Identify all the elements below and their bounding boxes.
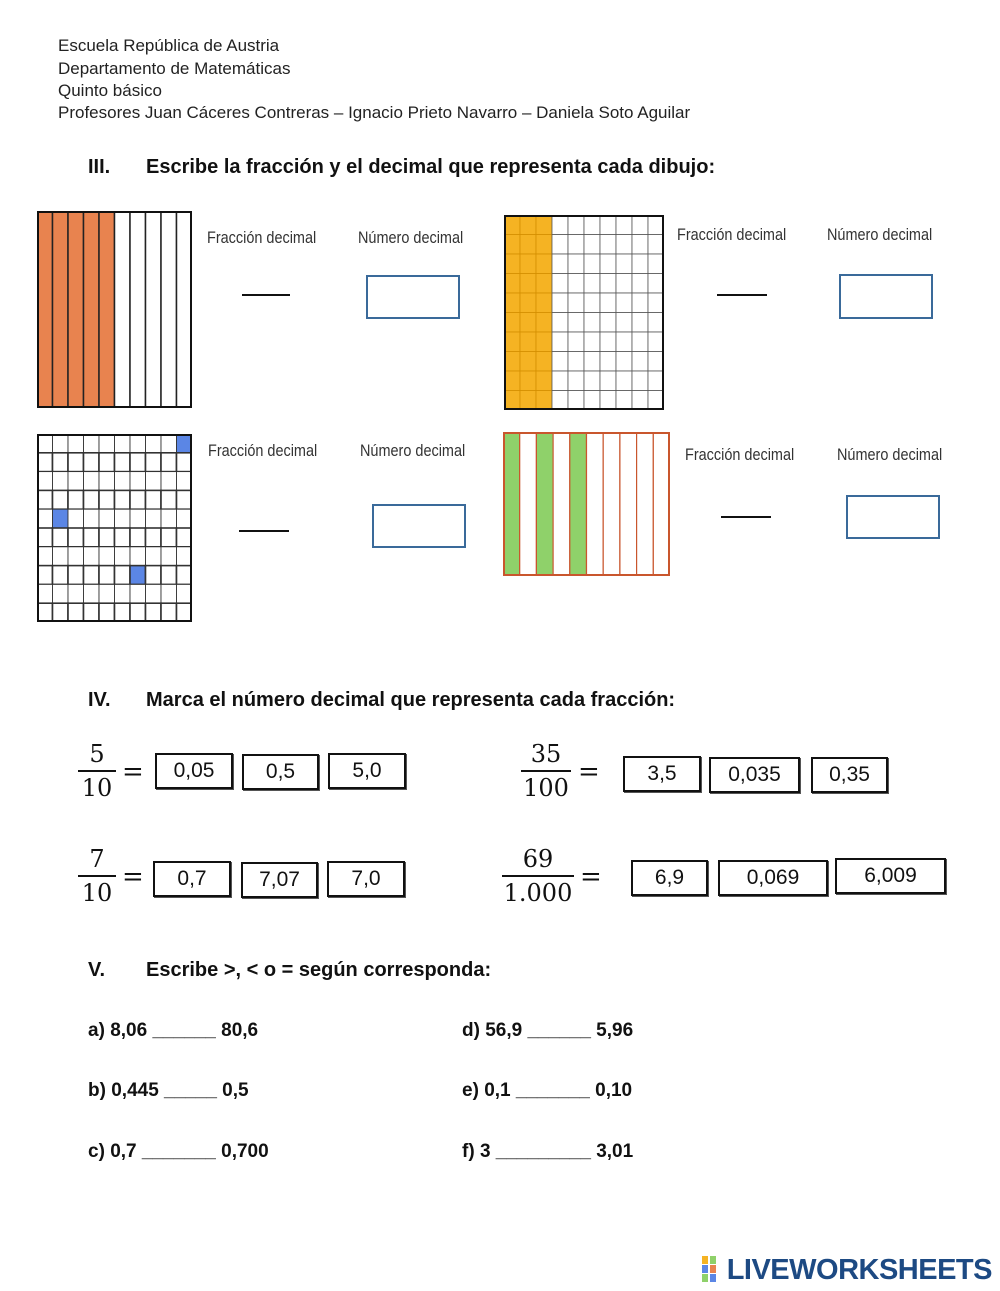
grid-cell (84, 490, 100, 509)
grid-cell (600, 274, 616, 294)
grid-cell (37, 528, 53, 547)
comparison-a: a) 8,06 ______ 80,6 (88, 1020, 259, 1041)
grid-cell (648, 293, 664, 313)
numerator: 5 (89, 740, 105, 768)
fraction-69-1000 (502, 846, 574, 906)
grid-cell (53, 434, 69, 453)
equals-sign: = (578, 757, 600, 787)
shaded-cell (504, 235, 520, 255)
grid-cell (584, 313, 600, 333)
shaded-cell (520, 293, 536, 313)
denominator: 10 (81, 774, 113, 802)
grid-cell (146, 490, 162, 509)
section-4-number: IV. (88, 689, 111, 711)
grid-cell (616, 215, 632, 235)
grid-cell (600, 391, 616, 411)
grid-cell (115, 528, 131, 547)
shaded-cell (53, 509, 69, 528)
grid-cell (37, 490, 53, 509)
option-button[interactable]: 3,5 (623, 756, 701, 792)
grid-cell (568, 371, 584, 391)
shaded-cell (536, 274, 552, 294)
comparison-blank[interactable]: ______ (527, 1020, 591, 1041)
shaded-column (84, 211, 100, 408)
grid-cell (632, 293, 648, 313)
grid-cell (552, 274, 568, 294)
option-button[interactable]: 0,5 (242, 754, 319, 790)
empty-column (653, 432, 670, 576)
grid-cell (99, 509, 115, 528)
grid-cell (68, 566, 84, 585)
grid-cell (161, 472, 177, 491)
option-button[interactable]: 6,009 (835, 858, 946, 894)
grid-cell (552, 235, 568, 255)
grid-cell (632, 254, 648, 274)
grid-cell (84, 509, 100, 528)
grid-cell (68, 490, 84, 509)
shaded-column (503, 432, 520, 576)
grid-cell (68, 472, 84, 491)
shaded-cell (504, 274, 520, 294)
shaded-cell (536, 215, 552, 235)
shaded-cell (520, 274, 536, 294)
denominator: 1.000 (503, 879, 573, 907)
shaded-cell (520, 391, 536, 411)
grid-cell (99, 528, 115, 547)
grid-cell (161, 584, 177, 603)
grid-cell (115, 509, 131, 528)
grid-cell (616, 332, 632, 352)
empty-column (587, 432, 604, 576)
shaded-cell (504, 352, 520, 372)
grid-cell (648, 332, 664, 352)
decimal-answer-box-1[interactable] (366, 275, 460, 319)
grid-cell (648, 371, 664, 391)
empty-column (603, 432, 620, 576)
shaded-cell (520, 254, 536, 274)
grid-cell (37, 603, 53, 622)
grid-cell (600, 235, 616, 255)
grid-cell (616, 235, 632, 255)
fraction-answer-line-4[interactable] (721, 516, 771, 518)
grid-cell (84, 566, 100, 585)
grid-cell (177, 472, 193, 491)
decimal-label-4: Número decimal (837, 445, 943, 464)
grid-cell (146, 453, 162, 472)
option-button[interactable]: 0,35 (811, 757, 888, 793)
empty-column (161, 211, 177, 408)
grid-cell (146, 547, 162, 566)
shaded-cell (536, 313, 552, 333)
grid-cell (632, 391, 648, 411)
grid-cell (84, 453, 100, 472)
grid-cell (68, 547, 84, 566)
fraction-label-4: Fracción decimal (685, 445, 795, 464)
decimal-label-2: Número decimal (827, 225, 933, 244)
grid-cell (115, 472, 131, 491)
grid-cell (99, 547, 115, 566)
grid-cell (632, 332, 648, 352)
section-3-title: Escribe la fracción y el decimal que representa cada dibujo: (146, 156, 716, 178)
grid-cell (600, 313, 616, 333)
grid-cell (68, 528, 84, 547)
shaded-cell (536, 352, 552, 372)
grid-cell (84, 547, 100, 566)
equals-sign: = (122, 862, 144, 892)
shaded-column (99, 211, 115, 408)
grid-cell (53, 566, 69, 585)
grid-cell (161, 528, 177, 547)
grid-cell (161, 603, 177, 622)
grid-cell (632, 313, 648, 333)
shaded-cell (504, 313, 520, 333)
equals-sign: = (580, 862, 602, 892)
comparison-blank[interactable]: ______ (152, 1020, 216, 1041)
grid-cell (552, 371, 568, 391)
grid-cell (616, 352, 632, 372)
comparison-e: e) 0,1 _______ 0,10 (462, 1080, 633, 1101)
grid-cell (632, 235, 648, 255)
shaded-cell (536, 391, 552, 411)
shaded-cell (504, 371, 520, 391)
grid-cell (568, 215, 584, 235)
grid-cell (552, 254, 568, 274)
grid-cell (130, 472, 146, 491)
shaded-cell (130, 566, 146, 585)
shaded-cell (504, 391, 520, 411)
empty-column (637, 432, 654, 576)
grid-cell (53, 603, 69, 622)
grid-cell (648, 215, 664, 235)
grid-cell (146, 509, 162, 528)
option-button[interactable]: 6,9 (631, 860, 708, 896)
shaded-cell (520, 332, 536, 352)
numerator: 35 (530, 740, 562, 768)
grid-cell (84, 528, 100, 547)
shaded-cell (520, 352, 536, 372)
figure-columns-green (503, 432, 670, 576)
grid-cell (130, 603, 146, 622)
grid-cell (115, 584, 131, 603)
grid-cell (648, 235, 664, 255)
grid-cell (84, 584, 100, 603)
grid-cell (37, 472, 53, 491)
grid-cell (37, 509, 53, 528)
grid-cell (648, 313, 664, 333)
shaded-cell (520, 371, 536, 391)
fraction-label-2: Fracción decimal (677, 225, 787, 244)
shaded-cell (536, 254, 552, 274)
fraction-7-10 (78, 846, 116, 906)
shaded-cell (520, 313, 536, 333)
grid-cell (552, 391, 568, 411)
grid-cell (177, 509, 193, 528)
comparison-blank[interactable]: _______ (515, 1080, 590, 1101)
grid-cell (584, 352, 600, 372)
grid-cell (584, 235, 600, 255)
denominator: 10 (81, 879, 113, 907)
shaded-cell (536, 371, 552, 391)
grid-cell (37, 547, 53, 566)
figure-columns-orange (37, 211, 192, 408)
grid-cell (568, 332, 584, 352)
grid-cell (99, 472, 115, 491)
grid-cell (552, 332, 568, 352)
decimal-answer-box-3[interactable] (372, 504, 466, 548)
comparison-f: f) 3 _________ 3,01 (462, 1141, 634, 1162)
grid-cell (584, 274, 600, 294)
option-button[interactable]: 0,069 (718, 860, 828, 896)
section-5-number: V. (88, 959, 106, 981)
grid-cell (616, 274, 632, 294)
grid-cell (99, 434, 115, 453)
option-button[interactable]: 0,7 (153, 861, 231, 897)
grid-cell (115, 566, 131, 585)
grid-cell (99, 453, 115, 472)
grid-cell (68, 603, 84, 622)
grid-cell (161, 547, 177, 566)
grid-cell (616, 391, 632, 411)
grid-cell (99, 603, 115, 622)
grid-cell (552, 215, 568, 235)
option-button[interactable]: 0,035 (709, 757, 800, 793)
shaded-column (37, 211, 53, 408)
denominator: 100 (523, 774, 569, 802)
grid-cell (568, 274, 584, 294)
option-button[interactable]: 7,07 (241, 862, 318, 898)
grid-cell (146, 584, 162, 603)
grid-cell (115, 490, 131, 509)
grid-cell (68, 509, 84, 528)
grid-cell (130, 528, 146, 547)
shaded-cell (536, 332, 552, 352)
teachers-names: Profesores Juan Cáceres Contreras – Ignacio Prieto Navarro – Daniela Soto Aguilar (58, 103, 691, 122)
grid-cell (632, 215, 648, 235)
comparison-blank[interactable]: _____ (164, 1080, 217, 1101)
section-5-title: Escribe >, < o = según corresponda: (146, 959, 492, 981)
grid-cell (53, 584, 69, 603)
grid-cell (161, 490, 177, 509)
shaded-cell (536, 293, 552, 313)
grid-cell (161, 434, 177, 453)
grid-cell (616, 313, 632, 333)
empty-column (130, 211, 146, 408)
grid-cell (53, 528, 69, 547)
grid-cell (99, 584, 115, 603)
grid-cell (161, 509, 177, 528)
section-3-number: III. (88, 156, 111, 178)
option-button[interactable]: 5,0 (328, 753, 406, 789)
grid-cell (53, 472, 69, 491)
empty-column (115, 211, 131, 408)
grid-cell (53, 490, 69, 509)
grid-cell (568, 352, 584, 372)
grid-cell (53, 547, 69, 566)
grid-cell (600, 332, 616, 352)
grid-cell (600, 293, 616, 313)
department-name: Departamento de Matemáticas (58, 59, 291, 78)
grid-cell (584, 254, 600, 274)
grid-cell (600, 215, 616, 235)
grid-cell (115, 603, 131, 622)
fraction-5-10 (78, 741, 116, 801)
decimal-answer-box-2[interactable] (839, 274, 933, 319)
grid-cell (130, 453, 146, 472)
grid-cell (68, 434, 84, 453)
grid-cell (632, 371, 648, 391)
shaded-cell (504, 215, 520, 235)
grid-cell (130, 509, 146, 528)
shaded-cell (536, 235, 552, 255)
grid-cell (130, 490, 146, 509)
figure-grid-yellow (504, 215, 664, 410)
grid-cell (632, 352, 648, 372)
grid-cell (616, 371, 632, 391)
shaded-cell (504, 293, 520, 313)
grid-cell (146, 528, 162, 547)
grid-cell (600, 254, 616, 274)
grid-cell (115, 453, 131, 472)
fraction-answer-line-3[interactable] (239, 530, 289, 532)
grid-cell (648, 391, 664, 411)
decimal-label-1: Número decimal (358, 228, 464, 247)
grid-cell (177, 566, 193, 585)
grid-cell (68, 453, 84, 472)
grid-cell (616, 293, 632, 313)
option-button[interactable]: 7,0 (327, 861, 405, 897)
grid-cell (177, 490, 193, 509)
grid-cell (53, 453, 69, 472)
grid-cell (115, 434, 131, 453)
grid-cell (648, 274, 664, 294)
grid-cell (37, 584, 53, 603)
grid-cell (84, 434, 100, 453)
comparison-b: b) 0,445 _____ 0,5 (88, 1080, 249, 1101)
grid-cell (568, 235, 584, 255)
grid-cell (84, 472, 100, 491)
grid-cell (552, 293, 568, 313)
grid-cell (177, 528, 193, 547)
grid-cell (37, 434, 53, 453)
logo-text: LIVEWORKSHEETS (726, 1254, 992, 1286)
grid-cell (584, 215, 600, 235)
grid-cell (584, 391, 600, 411)
shaded-cell (520, 235, 536, 255)
shaded-cell (504, 254, 520, 274)
shaded-column (53, 211, 69, 408)
shaded-cell (520, 215, 536, 235)
grid-cell (584, 332, 600, 352)
liveworksheets-icon (702, 1256, 724, 1282)
grid-cell (584, 293, 600, 313)
empty-column (620, 432, 637, 576)
grid-cell (177, 547, 193, 566)
grid-cell (177, 453, 193, 472)
comparison-blank[interactable]: _______ (141, 1141, 216, 1162)
grid-cell (568, 254, 584, 274)
grid-cell (68, 584, 84, 603)
shaded-cell (504, 332, 520, 352)
grid-cell (130, 434, 146, 453)
shaded-column (536, 432, 553, 576)
grid-cell (115, 547, 131, 566)
empty-column (553, 432, 570, 576)
grid-cell (146, 603, 162, 622)
comparison-blank[interactable]: _________ (495, 1141, 591, 1162)
empty-column (146, 211, 162, 408)
grid-cell (568, 293, 584, 313)
grid-cell (99, 490, 115, 509)
numerator: 69 (522, 845, 554, 873)
grid-cell (600, 352, 616, 372)
shaded-cell (177, 434, 193, 453)
fraction-label-3: Fracción decimal (208, 441, 318, 460)
grid-cell (146, 434, 162, 453)
grid-cell (130, 584, 146, 603)
decimal-answer-box-4[interactable] (846, 495, 940, 539)
fraction-answer-line-1[interactable] (242, 294, 290, 296)
grid-cell (584, 371, 600, 391)
grade-name: Quinto básico (58, 81, 162, 100)
grid-cell (552, 313, 568, 333)
section-4-title: Marca el número decimal que representa cada fracción: (146, 689, 676, 711)
grid-cell (161, 453, 177, 472)
grid-cell (177, 584, 193, 603)
grid-cell (568, 391, 584, 411)
grid-cell (177, 603, 193, 622)
grid-cell (616, 254, 632, 274)
grid-cell (37, 453, 53, 472)
grid-cell (130, 547, 146, 566)
grid-cell (37, 566, 53, 585)
grid-cell (632, 274, 648, 294)
grid-cell (146, 566, 162, 585)
grid-cell (552, 352, 568, 372)
liveworksheets-logo[interactable] (702, 1254, 992, 1287)
figure-grid-blue-cells (37, 434, 192, 622)
grid-cell (600, 371, 616, 391)
fraction-35-100 (521, 741, 571, 801)
shaded-column (68, 211, 84, 408)
grid-cell (146, 472, 162, 491)
grid-cell (84, 603, 100, 622)
equals-sign: = (122, 757, 144, 787)
empty-column (520, 432, 537, 576)
fraction-label-1: Fracción decimal (207, 228, 317, 247)
comparison-d: d) 56,9 ______ 5,96 (462, 1020, 634, 1041)
grid-cell (568, 313, 584, 333)
option-button[interactable]: 0,05 (155, 753, 233, 789)
fraction-answer-line-2[interactable] (717, 294, 767, 296)
empty-column (177, 211, 193, 408)
grid-cell (648, 352, 664, 372)
numerator: 7 (89, 845, 105, 873)
decimal-label-3: Número decimal (360, 441, 466, 460)
grid-cell (161, 566, 177, 585)
grid-cell (648, 254, 664, 274)
grid-cell (99, 566, 115, 585)
school-name: Escuela República de Austria (58, 36, 280, 55)
comparison-c: c) 0,7 _______ 0,700 (88, 1141, 269, 1162)
shaded-column (570, 432, 587, 576)
